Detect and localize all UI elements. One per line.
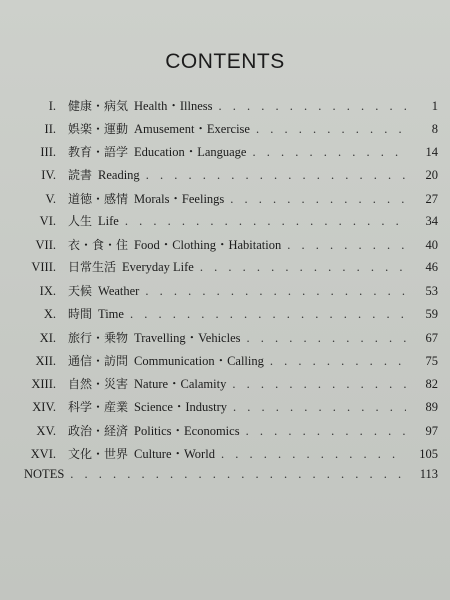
toc-entry xyxy=(18,305,438,328)
chapter-number: XIV. xyxy=(32,400,56,415)
dot-leader xyxy=(145,284,406,299)
chapter-title-japanese: 政治・経済 xyxy=(68,423,129,438)
chapter-title-english: Education・Language xyxy=(134,145,247,160)
chapter-number: X. xyxy=(43,306,56,321)
toc-entry xyxy=(18,166,438,189)
chapter-title-japanese: 衣・食・住 xyxy=(68,238,129,253)
chapter-title-japanese: 健康・病気 xyxy=(68,99,129,113)
chapter-title-english: Food・Clothing・Habitation xyxy=(134,238,282,253)
dot-leader xyxy=(230,192,406,207)
page-number: 20 xyxy=(425,167,438,182)
toc-entry xyxy=(18,282,438,305)
dot-leader xyxy=(233,400,406,415)
chapter-title-english: Science・Industry xyxy=(134,400,228,415)
chapter-title-english: Culture・World xyxy=(134,446,215,461)
chapter-title-japanese: 道徳・感情 xyxy=(68,191,129,206)
chapter-title-japanese: 読書 xyxy=(68,167,93,182)
chapter-number: VI. xyxy=(39,213,56,228)
chapter-number: XIII. xyxy=(31,377,56,392)
dot-leader xyxy=(70,467,406,482)
page-number: 59 xyxy=(425,306,438,321)
dot-leader xyxy=(287,238,406,253)
chapter-number: III. xyxy=(40,145,56,160)
chapter-title-japanese: 旅行・乗物 xyxy=(68,330,129,345)
chapter-number: V. xyxy=(45,191,56,206)
chapter-title-english: Weather xyxy=(98,283,140,298)
toc-entry xyxy=(18,142,438,165)
chapter-number: XI. xyxy=(39,330,56,345)
chapter-title-english: Time xyxy=(98,306,124,321)
chapter-number: VIII. xyxy=(31,260,56,275)
toc-entry xyxy=(18,397,438,420)
page-number: 27 xyxy=(425,191,438,206)
page-number: 14 xyxy=(425,145,438,160)
chapter-number: VII. xyxy=(35,238,56,253)
chapter-title-japanese: 人生 xyxy=(68,213,93,228)
toc-entry xyxy=(18,374,438,397)
chapter-title-english: Communication・Calling xyxy=(134,354,264,369)
chapter-title-english: Morals・Feelings xyxy=(134,191,225,206)
chapter-title-english: Health・Illness xyxy=(134,99,213,113)
page-number: 89 xyxy=(425,400,438,415)
chapter-number: XII. xyxy=(35,354,56,369)
toc-entry xyxy=(18,328,438,351)
chapter-title-japanese: 通信・訪問 xyxy=(68,354,129,369)
chapter-title-english: Nature・Calamity xyxy=(134,377,227,392)
chapter-title-english: Reading xyxy=(98,167,140,182)
toc-entry xyxy=(18,212,438,235)
dot-leader xyxy=(246,424,406,439)
chapter-title-english: Amusement・Exercise xyxy=(134,122,250,137)
page-number: 113 xyxy=(419,467,438,481)
page-number: 53 xyxy=(425,283,438,298)
chapter-number: I. xyxy=(48,99,56,113)
toc-entry xyxy=(18,258,438,281)
page-number: 105 xyxy=(419,446,438,461)
toc-entry xyxy=(18,119,438,142)
dot-leader xyxy=(256,122,406,137)
dot-leader xyxy=(270,354,406,369)
page-number: 82 xyxy=(425,377,438,392)
page-number: 8 xyxy=(431,122,438,137)
chapter-title-japanese: 娯楽・運動 xyxy=(68,122,129,137)
page-number: 97 xyxy=(425,423,438,438)
page-number: 46 xyxy=(425,260,438,275)
chapter-title-japanese: 日常生活 xyxy=(68,260,117,275)
page-title: CONTENTS xyxy=(165,50,285,73)
chapter-number: IV. xyxy=(41,167,56,182)
dot-leader xyxy=(130,307,406,322)
chapter-title-japanese: 時間 xyxy=(68,306,93,321)
toc-entry-notes xyxy=(18,467,438,490)
page-number: 75 xyxy=(425,354,438,369)
page-number: 40 xyxy=(425,238,438,253)
chapter-title-english: Life xyxy=(98,213,119,228)
page-number: 67 xyxy=(425,330,438,345)
chapter-title-japanese: 科学・産業 xyxy=(68,400,129,415)
toc-entry xyxy=(18,235,438,258)
page-number: 1 xyxy=(431,99,438,113)
toc-entry xyxy=(18,444,438,467)
notes-label: NOTES xyxy=(24,467,65,481)
chapter-title-japanese: 自然・災害 xyxy=(68,377,129,392)
dot-leader xyxy=(200,260,406,275)
dot-leader xyxy=(232,377,406,392)
dot-leader xyxy=(247,331,407,346)
toc-entry xyxy=(18,421,438,444)
dot-leader xyxy=(252,145,406,160)
toc-entry xyxy=(18,96,438,119)
dot-leader xyxy=(218,99,406,114)
toc-entry xyxy=(18,189,438,212)
chapter-title-english: Travelling・Vehicles xyxy=(134,330,241,345)
page-number: 34 xyxy=(425,213,438,228)
chapter-title-japanese: 天候 xyxy=(68,283,93,298)
chapter-number: IX. xyxy=(39,283,56,298)
chapter-number: XVI. xyxy=(30,446,56,461)
chapter-title-english: Everyday Life xyxy=(122,260,194,275)
chapter-title-english: Politics・Economics xyxy=(134,423,240,438)
table-of-contents xyxy=(18,96,438,490)
toc-entry xyxy=(18,351,438,374)
chapter-number: II. xyxy=(44,122,56,137)
chapter-title-japanese: 教育・語学 xyxy=(68,145,129,160)
dot-leader xyxy=(125,214,406,229)
dot-leader xyxy=(221,447,406,462)
dot-leader xyxy=(146,168,406,183)
chapter-title-japanese: 文化・世界 xyxy=(68,446,129,461)
chapter-number: XV. xyxy=(36,423,56,438)
